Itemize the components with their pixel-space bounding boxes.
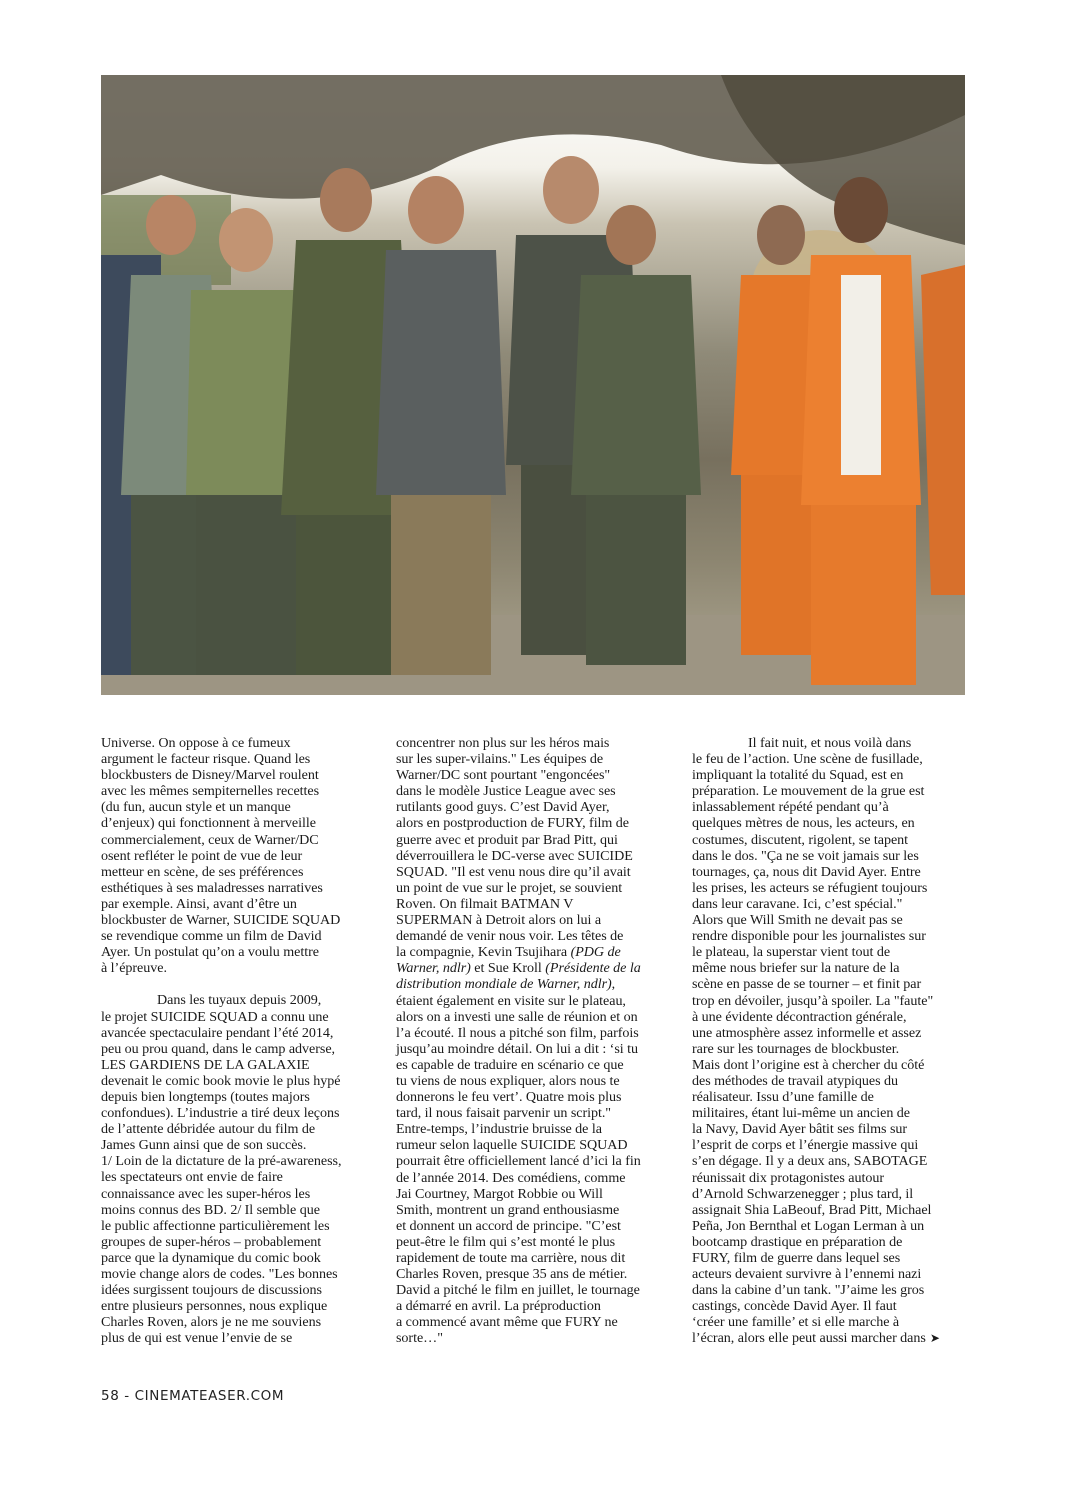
article-text: et Sue Kroll bbox=[470, 960, 546, 977]
article-column-1 bbox=[101, 735, 373, 1346]
film-set-photo bbox=[101, 75, 965, 695]
article-paragraph bbox=[396, 735, 668, 1347]
article-column-3 bbox=[692, 735, 966, 1347]
article-text: , étaient également en visite sur le plateau, alors on a investi une salle de réunion et on l’a écouté. Il nous a pitché son film, parfois jusqu’au moindre détail. On lui a dit : ‘si tu es capable de traduire en scénario ce que tu viens de nous expliquer, alors nous te donnerons le feu vert’. Quatre mois plus tard, il nous faisait parvenir un script." Entre-temps, l’industrie bruisse de la rumeur selon laquelle SUICIDE SQUAD pourrait être officiellement lancé d’ici la fin de l’année 2014. Des comédiens, comme Jai Courtney, Margot Robbie ou Will Smith, montrent un grand enthousiasme et donnent un accord de principe. "C’est peut-être le film qui s’est monté le plus rapidement de toute ma carrière, nous dit Charles Roven, presque 35 ans de métier. David a pitché le film en juillet, le tournage a démarré en avril. La préproduction a commencé avant même que FURY ne sorte…" bbox=[396, 976, 641, 1347]
article-aside: (PDG de Warner, ndlr) bbox=[396, 944, 621, 977]
article-paragraph-indented bbox=[692, 735, 966, 1347]
article-paragraph: Universe. On oppose à ce fumeux argument le facteur risque. Quand les blockbusters de Disney/Marvel roulent avec les mêmes sempiternelles recettes (du fun, aucun style et un manque d’enjeux) qui fonctionnent à merveille commercialement, ceux de Warner/DC osent refléter le point de vue de leur metteur en scène, de ses préférences esthétiques à ses maladresses narratives par exemple. Ainsi, avant d’être un blockbuster de Warner, SUICIDE SQUAD se revendique comme un film de David Ayer. Un postulat qu’on a voulu mettre à l’épreuve. bbox=[101, 735, 341, 977]
photo-illustration bbox=[101, 75, 965, 695]
article-column-2 bbox=[396, 735, 668, 1347]
page-footer: 58 - CINEMATEASER.COM bbox=[101, 1388, 285, 1404]
article-paragraph-indented bbox=[101, 992, 373, 1346]
continue-arrow-icon: ➤ bbox=[929, 1331, 940, 1346]
article-paragraph-text: Il fait nuit, et nous voilà dans le feu de l’action. Une scène de fusillade, impliquant la totalité du Squad, est en préparation. Le mouvement de la grue est inlassablement répété pendant qu’à quelques mètres de nous, les acteurs, en costumes, discutent, rigolent, se tapent dans le dos. "Ça ne se voit jamais sur les tournages, ça, nous dit David Ayer. Entre les prises, les acteurs se réfugient toujours dans leur caravane. Ici, c’est spécial." Alors que Will Smith ne devait pas se rendre disponible pour les journalistes sur le plateau, la superstar vient tout de même nous briefer sur la nature de la scène en passe de se tourner – et finit par trop en dévoiler, jusqu’à spoiler. La "faute" à une évidente décontraction générale, une atmosphère assez informelle et assez rare sur les tournages de blockbuster. Mais dont l’origine est à chercher du côté des méthodes de travail atypiques du réalisateur. Issu d’une famille de militaires, étant lui-même un ancien de la Navy, David Ayer bâtit ses films sur l’esprit de corps et l’énergie massive qui s’en dégage. Il y a deux ans, SABOTAGE réunissait dix protagonistes autour d’Arnold Schwarzenegger ; plus tard, il assignait Shia LaBeouf, Brad Pitt, Michael Peña, Jon Bernthal et Logan Lerman à un bootcamp drastique en préparation de FURY, film de guerre dans lequel ses acteurs devaient survivre à l’ennemi nazi dans la cabine d’un tank. "J’aime les gros castings, concède David Ayer. Il faut ‘créer une famille’ et si elle marche à l’écran, alors elle peut aussi marcher dans bbox=[692, 735, 934, 1347]
article-text: concentrer non plus sur les héros mais sur les super-vilains." Les équipes de Warner/DC sont pourtant "engoncées" dans le modèle Justice League avec ses rutilants good guys. C’est David Ayer, alors en postproduction de FURY, film de guerre avec et produit par Brad Pitt, qui déverrouillera le DC-verse avec SUICIDE SQUAD. "Il est venu nous dire qu’il avait un point de vue sur le projet, se souvient Roven. On filmait BATMAN V SUPERMAN à Detroit alors on lui a demandé de venir nous voir. Les têtes de la compagnie, Kevin Tsujihara bbox=[396, 735, 633, 961]
article-aside: (Présidente de la distribution mondiale de Warner, ndlr) bbox=[396, 960, 641, 993]
soldiers-group bbox=[101, 156, 701, 675]
article-paragraph-text: Dans les tuyaux depuis 2009, le projet SUICIDE SQUAD a connu une avancée spectaculaire pendant l’été 2014, peu ou prou quand, dans le camp adverse, LES GARDIENS DE LA GALAXIE devenait le comic book movie le plus hypé depuis bien longtemps (toutes majors confondues). L’industrie a tiré deux leçons de l’attente débridée autour du film de James Gunn ainsi que de son succès. 1/ Loin de la dictature de la pré-awareness, les spectateurs ont envie de faire connaissance avec les super-héros les moins connus des BD. 2/ Il semble que le public affectionne particulièrement les groupes de super-héros – probablement parce que la dynamique du comic book movie change alors de codes. "Les bonnes idées surgissent toujours de discussions entre plusieurs personnes, nous explique Charles Roven, alors je ne me souviens plus de qui est venue l’envie de se bbox=[101, 992, 342, 1347]
